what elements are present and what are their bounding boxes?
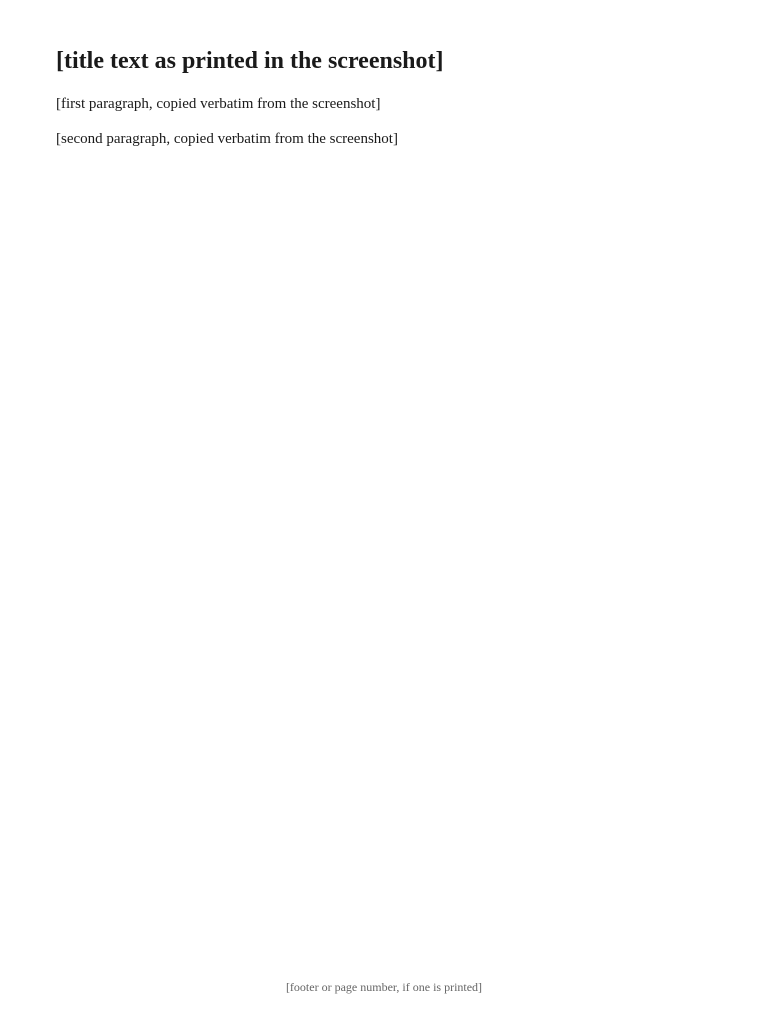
- document-title: [title text as printed in the screenshot]: [56, 48, 444, 74]
- paragraph: [second paragraph, copied verbatim from the screenshot]: [56, 130, 398, 147]
- document-body: [56, 93, 712, 150]
- paragraph: [first paragraph, copied verbatim from the screenshot]: [56, 96, 381, 112]
- page-footer: [footer or page number, if one is printed]: [285, 980, 483, 994]
